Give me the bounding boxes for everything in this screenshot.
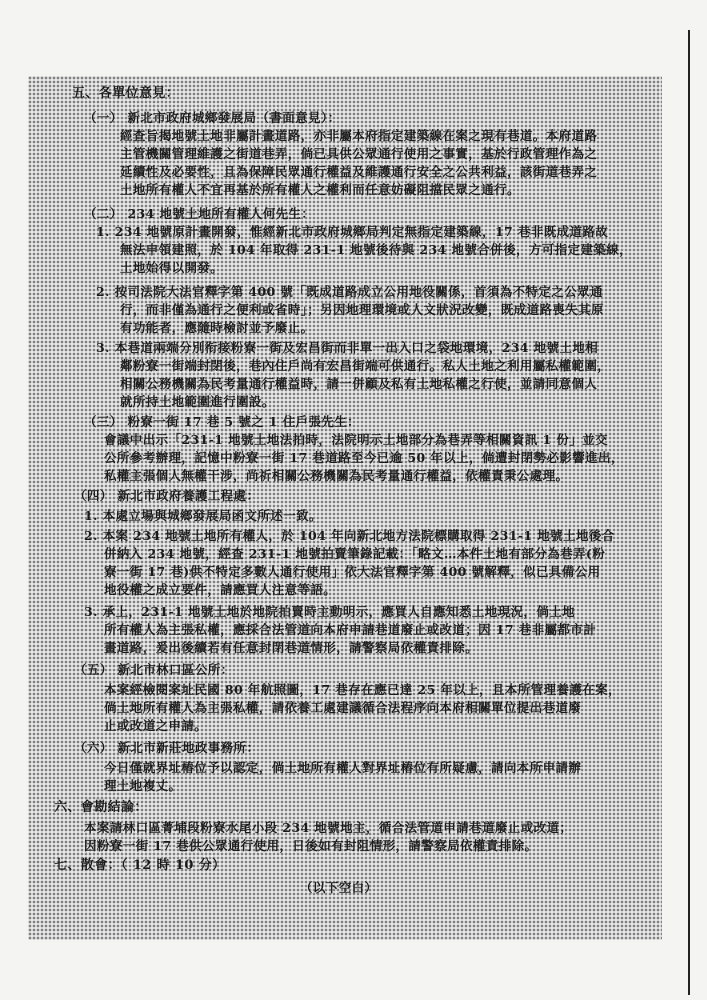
subsection-3-heading: （三） 粉寮一街 17 巷 5 號之 1 住戶張先生： xyxy=(84,414,361,429)
subsection-2-heading: （二） 234 地號土地所有權人何先生： xyxy=(84,206,315,221)
subsection-6-heading: （六） 新北市新莊地政事務所： xyxy=(74,740,260,755)
subsection-1-heading: （一） 新北市政府城鄉發展局（書面意見）： xyxy=(84,110,341,125)
text-line: 土地始得以開發。 xyxy=(120,260,224,275)
section-6-heading: 六、會勘結論： xyxy=(54,800,148,815)
text-line: 2. 按司法院大法官釋字第 400 號「既成道路成立公用地役關係，首須為不特定之公眾通 xyxy=(96,284,603,299)
text-line: 3. 承上，231-1 地號土地於地院拍賣時主動明示，應買人自應知悉土地現況，倘土地 xyxy=(84,604,576,619)
text-line: 止或改道之申請。 xyxy=(104,718,208,733)
subsection-5-heading: （五） 新北市林口區公所： xyxy=(74,662,234,677)
page-edge-rule xyxy=(688,30,690,995)
text-line: 併納入 234 地號，經查 231-1 地號拍賣筆錄記載：「略文…本件土地有部分為巷弄(粉 xyxy=(104,546,606,561)
text-line: 3. 本巷道兩端分別衔接粉寮一街及宏昌街而非單一出入口之袋地環境，234 地號土地相 xyxy=(96,340,599,355)
text-line: 無法申領建照，於 104 年取得 231-1 地號後待與 234 地號合併後，方可指定建築線， xyxy=(120,242,633,257)
text-line: 1. 本處立場與城鄉發展局函文所述一致。 xyxy=(84,508,322,523)
text-line: 主管機關管理維護之街道巷弄，倘已具供公眾通行使用之事實，基於行政管理作為之 xyxy=(120,146,598,161)
text-line: 地役權之成立要件，請應買人注意等語。 xyxy=(104,582,337,597)
text-line: 私權主張個人無權干涉，尚祈相關公務機關為民考量通行權益，依權責秉公處理。 xyxy=(104,468,569,483)
text-line: 所有權人為主張私權，應採合法管道向本府申請巷道廢止或改道；因 17 巷非屬都市計 xyxy=(104,622,597,637)
text-line: 今日僅就界址樁位予以認定，倘土地所有權人對界址樁位有所疑慮，請向本所申請辦 xyxy=(104,760,582,775)
text-line: 2. 本案 234 地號土地所有權人，於 104 年向新北地方法院標購取得 231-1 地號土地後合 xyxy=(84,528,615,543)
text-line: 寮一街 17 巷)供不特定多數人通行使用」依大法官釋字第 400 號解釋，似已具備公用 xyxy=(104,564,601,579)
text-line: 有功能者，應隨時檢討並予廢止。 xyxy=(120,320,314,335)
text-line: 倘土地所有權人為主張私權，請依養工處建議循合法程序向本府相關單位提出巷道廢 xyxy=(104,700,582,715)
text-line: 土地所有權人不宜再基於所有權人之權利而任意妨礙阻擋民眾之通行。 xyxy=(120,182,520,197)
text-line: 因粉寮一街 17 巷供公眾通行使用，日後如有封阻情形，請警察局依權責排除。 xyxy=(84,838,538,853)
subsection-4-heading: （四） 新北市政府養護工程處： xyxy=(74,488,260,503)
text-line: 會議中出示「231-1 地號土地法拍時，法院明示土地部分為巷弄等相關資訊 1 份」並交 xyxy=(104,432,608,447)
text-line: 延續性及必要性，且為保障民眾通行權益及維護通行安全之公共利益，該街道巷弄之 xyxy=(120,164,598,179)
text-line: 公所參考辦理，記憶中粉寮一街 17 巷道路至今已逾 50 年以上，倘遭封閉勢必影響進出， xyxy=(104,450,624,465)
text-line: 鄰粉寮一街端封閉後，巷內住戶尚有宏昌街端可供通行。私人土地之利用屬私權範圍， xyxy=(120,358,611,373)
text-line: 就所持土地範圍進行圍設。 xyxy=(120,394,275,409)
blank-remainder-note: （以下空白） xyxy=(300,880,378,895)
section-7-heading: 七、散會：（ 12 時 10 分） xyxy=(54,858,226,873)
text-line: 畫道路，爰出後續若有任意封閉巷道情形，請警察局依權責排除。 xyxy=(104,640,479,655)
text-line: 經查旨揭地號土地非屬計畫道路，亦非屬本府指定建築線在案之現有巷道。本府道路 xyxy=(120,128,598,143)
text-line: 理土地複丈。 xyxy=(104,778,182,793)
text-line: 1. 234 地號原計畫開發，惟經新北市政府城鄉局判定無指定建築線，17 巷非既成道路故 xyxy=(96,224,609,239)
section-5-heading: 五、各單位意見： xyxy=(72,86,180,101)
text-line: 相關公務機關為民考量通行權益時，請一併顧及私有土地私權之行使，並請同意個人 xyxy=(120,376,598,391)
text-line: 本案經檢閱案址民國 80 年航照圖，17 巷存在應已達 25 年以上，且本所管理養護在案， xyxy=(104,682,621,697)
text-line: 本案請林口區菁埔段粉寮水尾小段 234 地號地主，循合法管道申請巷道廢止或改道； xyxy=(84,820,573,835)
text-line: 行，而非僅為通行之便利或省時」；另因地理環境或人文狀況改變，既成道路喪失其原 xyxy=(120,302,604,317)
